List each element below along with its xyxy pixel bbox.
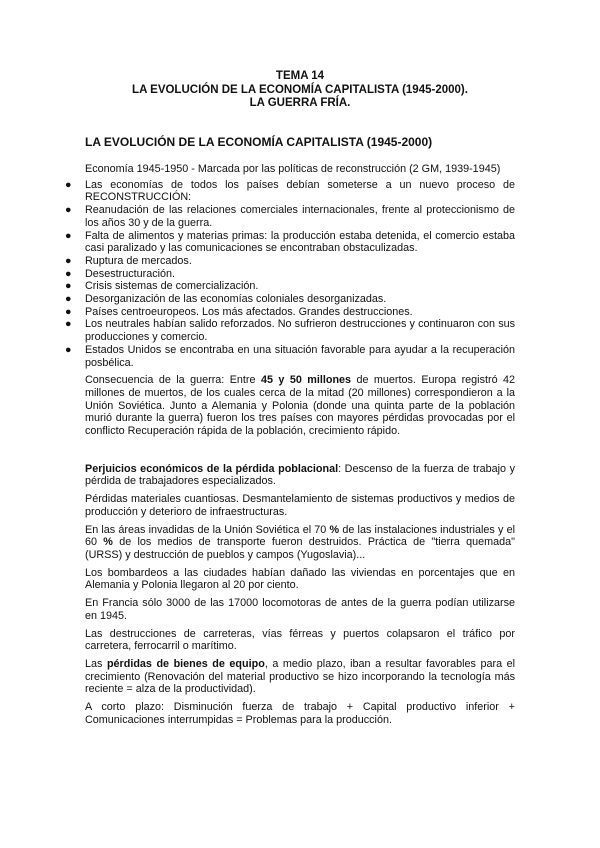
france-locomotives-paragraph: En Francia sólo 3000 de las 17000 locomotoras de antes de la guerra podían utilizarse en 1945. xyxy=(85,597,515,622)
bullet-icon: ● xyxy=(65,343,72,356)
document-header xyxy=(0,70,600,111)
bullet-icon: ● xyxy=(65,293,72,306)
list-item: ● Ruptura de mercados. xyxy=(65,254,192,267)
deaths-figure: 45 y 50 millones xyxy=(260,374,352,387)
reconstruction-bullet-list xyxy=(65,178,515,370)
section-title: LA EVOLUCIÓN DE LA ECONOMÍA CAPITALISTA (1945-2000) xyxy=(85,135,433,149)
consequence-paragraph: Consecuencia de la guerra: Entre 45 y 50 millones de muertos. Europa registró 42 millones de muertos, de los cuales cerca de la mitad (20 millones) correspondieron a la Unión Soviética. Junto a Alemania y Polonia (donde una quinta parte de la población murió durante la guerra) fueron los tres países con mayores pérdidas provocadas por el conflicto Recuperación rápida de la población, crecimiento rápido. xyxy=(85,374,516,438)
list-item: ● Países centroeuropeos. Los más afectados. Grandes destrucciones. xyxy=(65,305,413,318)
ussr-destruction-paragraph: En las áreas invadidas de la Unión Soviética el 70 % de las instalaciones industriales y el 60 % de los medios de transporte fueron destruidos. Práctica de "tierra quemada" (URSS) y destrucción de pueblos y campos (Yugoslavia)... xyxy=(85,523,515,561)
bullet-icon: ● xyxy=(65,204,72,217)
bullet-icon: ● xyxy=(65,280,72,293)
material-losses-paragraph: Pérdidas materiales cuantiosas. Desmantelamiento de sistemas productivos y medios de producción y deterioro de infraestructuras. xyxy=(85,493,515,518)
document-body xyxy=(65,163,516,726)
infrastructure-paragraph: Las destrucciones de carreteras, vías férreas y puertos colapsaron el tráfico por carretera, ferrocarril o marítimo. xyxy=(85,627,515,653)
bullet-icon: ● xyxy=(65,305,72,318)
spacer xyxy=(85,438,515,458)
list-item: ● Reanudación de las relaciones comerciales internacionales, frente al proteccionismo de los años 30 y de la guerra. xyxy=(65,204,515,229)
list-item: ● Estados Unidos se encontraba en una situación favorable para ayudar a la recuperación posbélica. xyxy=(65,343,515,369)
paragraph-heading: Perjuicios económicos de la pérdida poblacional xyxy=(85,462,339,475)
list-item: ● Las economías de todos los países debían someterse a un nuevo proceso de RECONSTRUCCIÓN: xyxy=(65,178,515,204)
bullet-icon: ● xyxy=(65,178,72,191)
bombing-paragraph: Los bombardeos a las ciudades habían dañado las viviendas en porcentajes que en Alemania y Polonia llegaron al 20 por ciento. xyxy=(85,566,515,592)
list-item: ● Desestructuración. xyxy=(65,267,176,280)
document-subtitle: LA GUERRA FRÍA. xyxy=(249,97,351,109)
bullet-icon: ● xyxy=(65,267,72,280)
intro-paragraph: Economía 1945-1950 - Marcada por las políticas de reconstrucción (2 GM, 1939-1945) xyxy=(85,163,501,175)
population-loss-paragraph: Perjuicios económicos de la pérdida poblacional: Descenso de la fuerza de trabajo y pérdida de trabajadores especializados. xyxy=(85,462,515,488)
short-term-paragraph: A corto plazo: Disminución fuerza de trabajo + Capital productivo inferior + Comunicaciones interrumpidas = Problemas para la producción. xyxy=(85,701,515,726)
list-item: ● Falta de alimentos y materias primas: la producción estaba detenida, el comercio estaba casi paralizado y las comunicaciones se encontraban obstaculizadas. xyxy=(65,229,515,255)
bullet-icon: ● xyxy=(65,318,72,331)
document-title: LA EVOLUCIÓN DE LA ECONOMÍA CAPITALISTA (1945-2000). xyxy=(132,83,468,96)
list-item: ● Desorganización de las economías coloniales desorganizadas. xyxy=(65,293,387,306)
bullet-icon: ● xyxy=(65,254,72,267)
list-item: ● Crisis sistemas de comercialización. xyxy=(65,280,259,293)
paragraph-heading: pérdidas de bienes de equipo xyxy=(106,657,265,670)
list-item: ● Los neutrales habían salido reforzados. No sufrieron destrucciones y continuaron con sus producciones y comercio. xyxy=(65,318,515,344)
capital-goods-paragraph: Las pérdidas de bienes de equipo, a medio plazo, iban a resultar favorables para el crecimiento (Renovación del material productivo se hizo incorporando la tecnología más reciente = alza de la productividad). xyxy=(85,657,515,696)
topic-number: TEMA 14 xyxy=(275,70,325,82)
bullet-icon: ● xyxy=(65,229,72,242)
